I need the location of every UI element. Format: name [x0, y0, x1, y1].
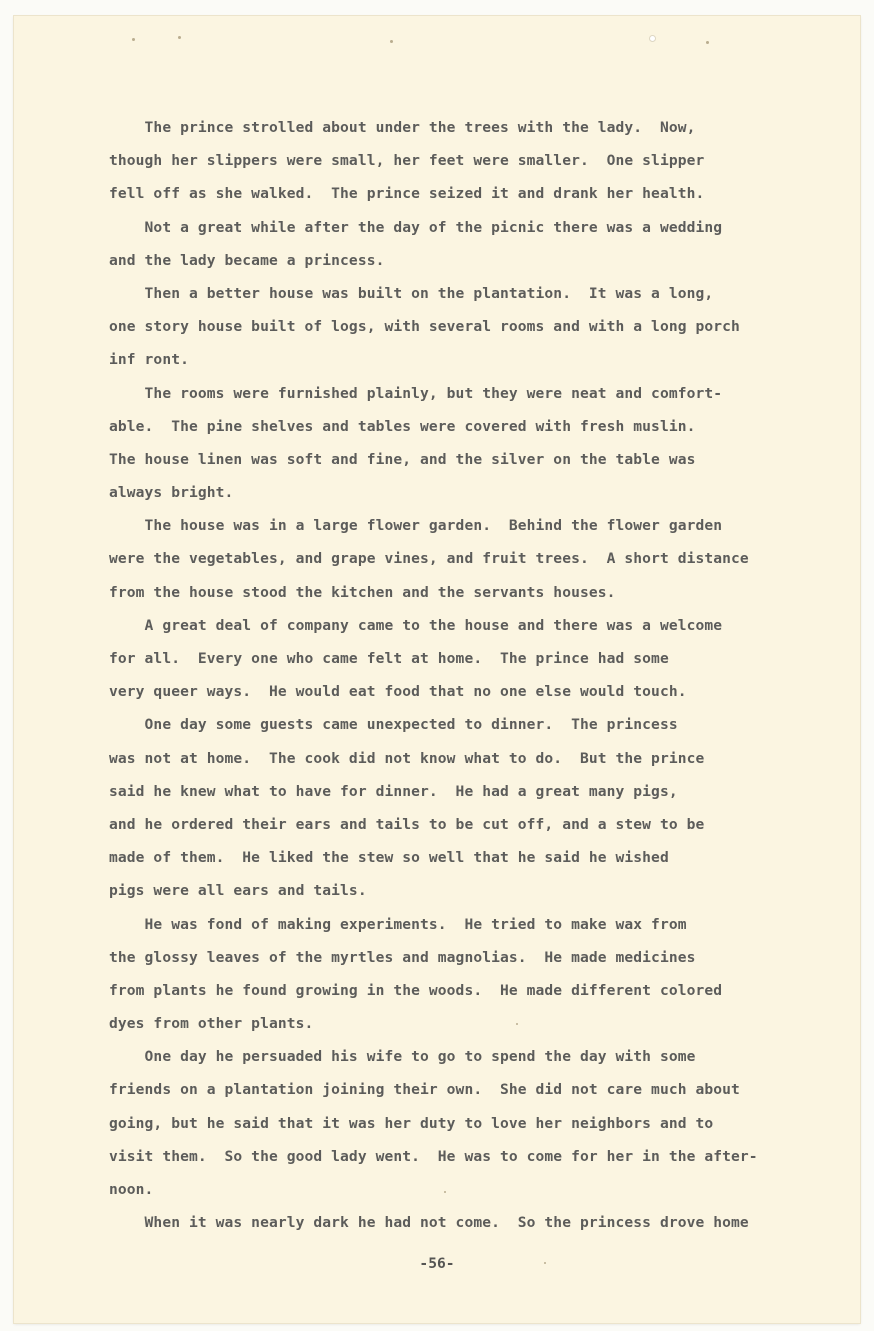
text-line: from plants he found growing in the woods. He made different colored — [109, 981, 723, 999]
text-line: going, but he said that it was her duty to love her neighbors and to — [109, 1114, 714, 1132]
paper-speck — [132, 38, 135, 41]
text-line: One day some guests came unexpected to dinner. The princess — [109, 716, 678, 734]
text-line: He was fond of making experiments. He tried to make wax from — [109, 915, 687, 933]
text-line: very queer ways. He would eat food that no one else would touch. — [109, 683, 687, 701]
document-page — [14, 16, 860, 1323]
text-line: The house linen was soft and fine, and the silver on the table was — [109, 450, 696, 468]
text-line: for all. Every one who came felt at home. The prince had some — [109, 650, 669, 667]
text-line: was not at home. The cook did not know what to do. But the prince — [109, 749, 705, 767]
text-line: dyes from other plants. — [109, 1015, 314, 1033]
text-line: made of them. He liked the stew so well that he said he wished — [109, 849, 669, 867]
text-line: noon. — [109, 1181, 154, 1198]
paper-speck — [544, 1262, 546, 1264]
text-line: The house was in a large flower garden. Behind the flower garden — [109, 517, 723, 535]
text-line: The prince strolled about under the trees with the lady. Now, — [109, 119, 696, 136]
text-line: able. The pine shelves and tables were covered with fresh muslin. — [109, 417, 696, 435]
text-line: one story house built of logs, with several rooms and with a long porch — [109, 318, 740, 336]
text-line: and the lady became a princess. — [109, 251, 385, 269]
text-line: Then a better house was built on the plantation. It was a long, — [109, 284, 714, 302]
text-line: friends on a plantation joining their own. She did not care much about — [109, 1081, 740, 1099]
text-line: the glossy leaves of the myrtles and magnolias. He made medicines — [109, 948, 696, 966]
paper-speck — [706, 41, 709, 44]
text-line: though her slippers were small, her feet were smaller. One slipper — [109, 152, 705, 170]
text-line: pigs were all ears and tails. — [109, 882, 367, 900]
text-line: were the vegetables, and grape vines, and fruit trees. A short distance — [109, 550, 749, 568]
paper-speck — [390, 40, 393, 43]
text-line: said he knew what to have for dinner. He had a great many pigs, — [109, 782, 678, 800]
text-line: A great deal of company came to the house and there was a welcome — [109, 616, 723, 634]
page-number: -56- — [419, 1255, 455, 1272]
body-text — [109, 111, 829, 1239]
text-line: The rooms were furnished plainly, but they were neat and comfort- — [109, 384, 723, 402]
text-line: and he ordered their ears and tails to be cut off, and a stew to be — [109, 815, 705, 833]
text-line: Not a great while after the day of the picnic there was a wedding — [109, 218, 723, 236]
paper-speck — [650, 36, 655, 41]
paper-speck — [516, 1023, 518, 1025]
paper-speck — [444, 1191, 446, 1193]
text-line: fell off as she walked. The prince seized it and drank her health. — [109, 185, 705, 203]
text-line: always bright. — [109, 484, 234, 502]
text-line: inf ront. — [109, 351, 189, 369]
text-line: One day he persuaded his wife to go to spend the day with some — [109, 1048, 696, 1066]
paper-speck — [178, 36, 181, 39]
text-line: visit them. So the good lady went. He was to come for her in the after- — [109, 1147, 758, 1165]
text-line: When it was nearly dark he had not come. So the princess drove home — [109, 1214, 749, 1232]
text-line: from the house stood the kitchen and the servants houses. — [109, 583, 616, 601]
